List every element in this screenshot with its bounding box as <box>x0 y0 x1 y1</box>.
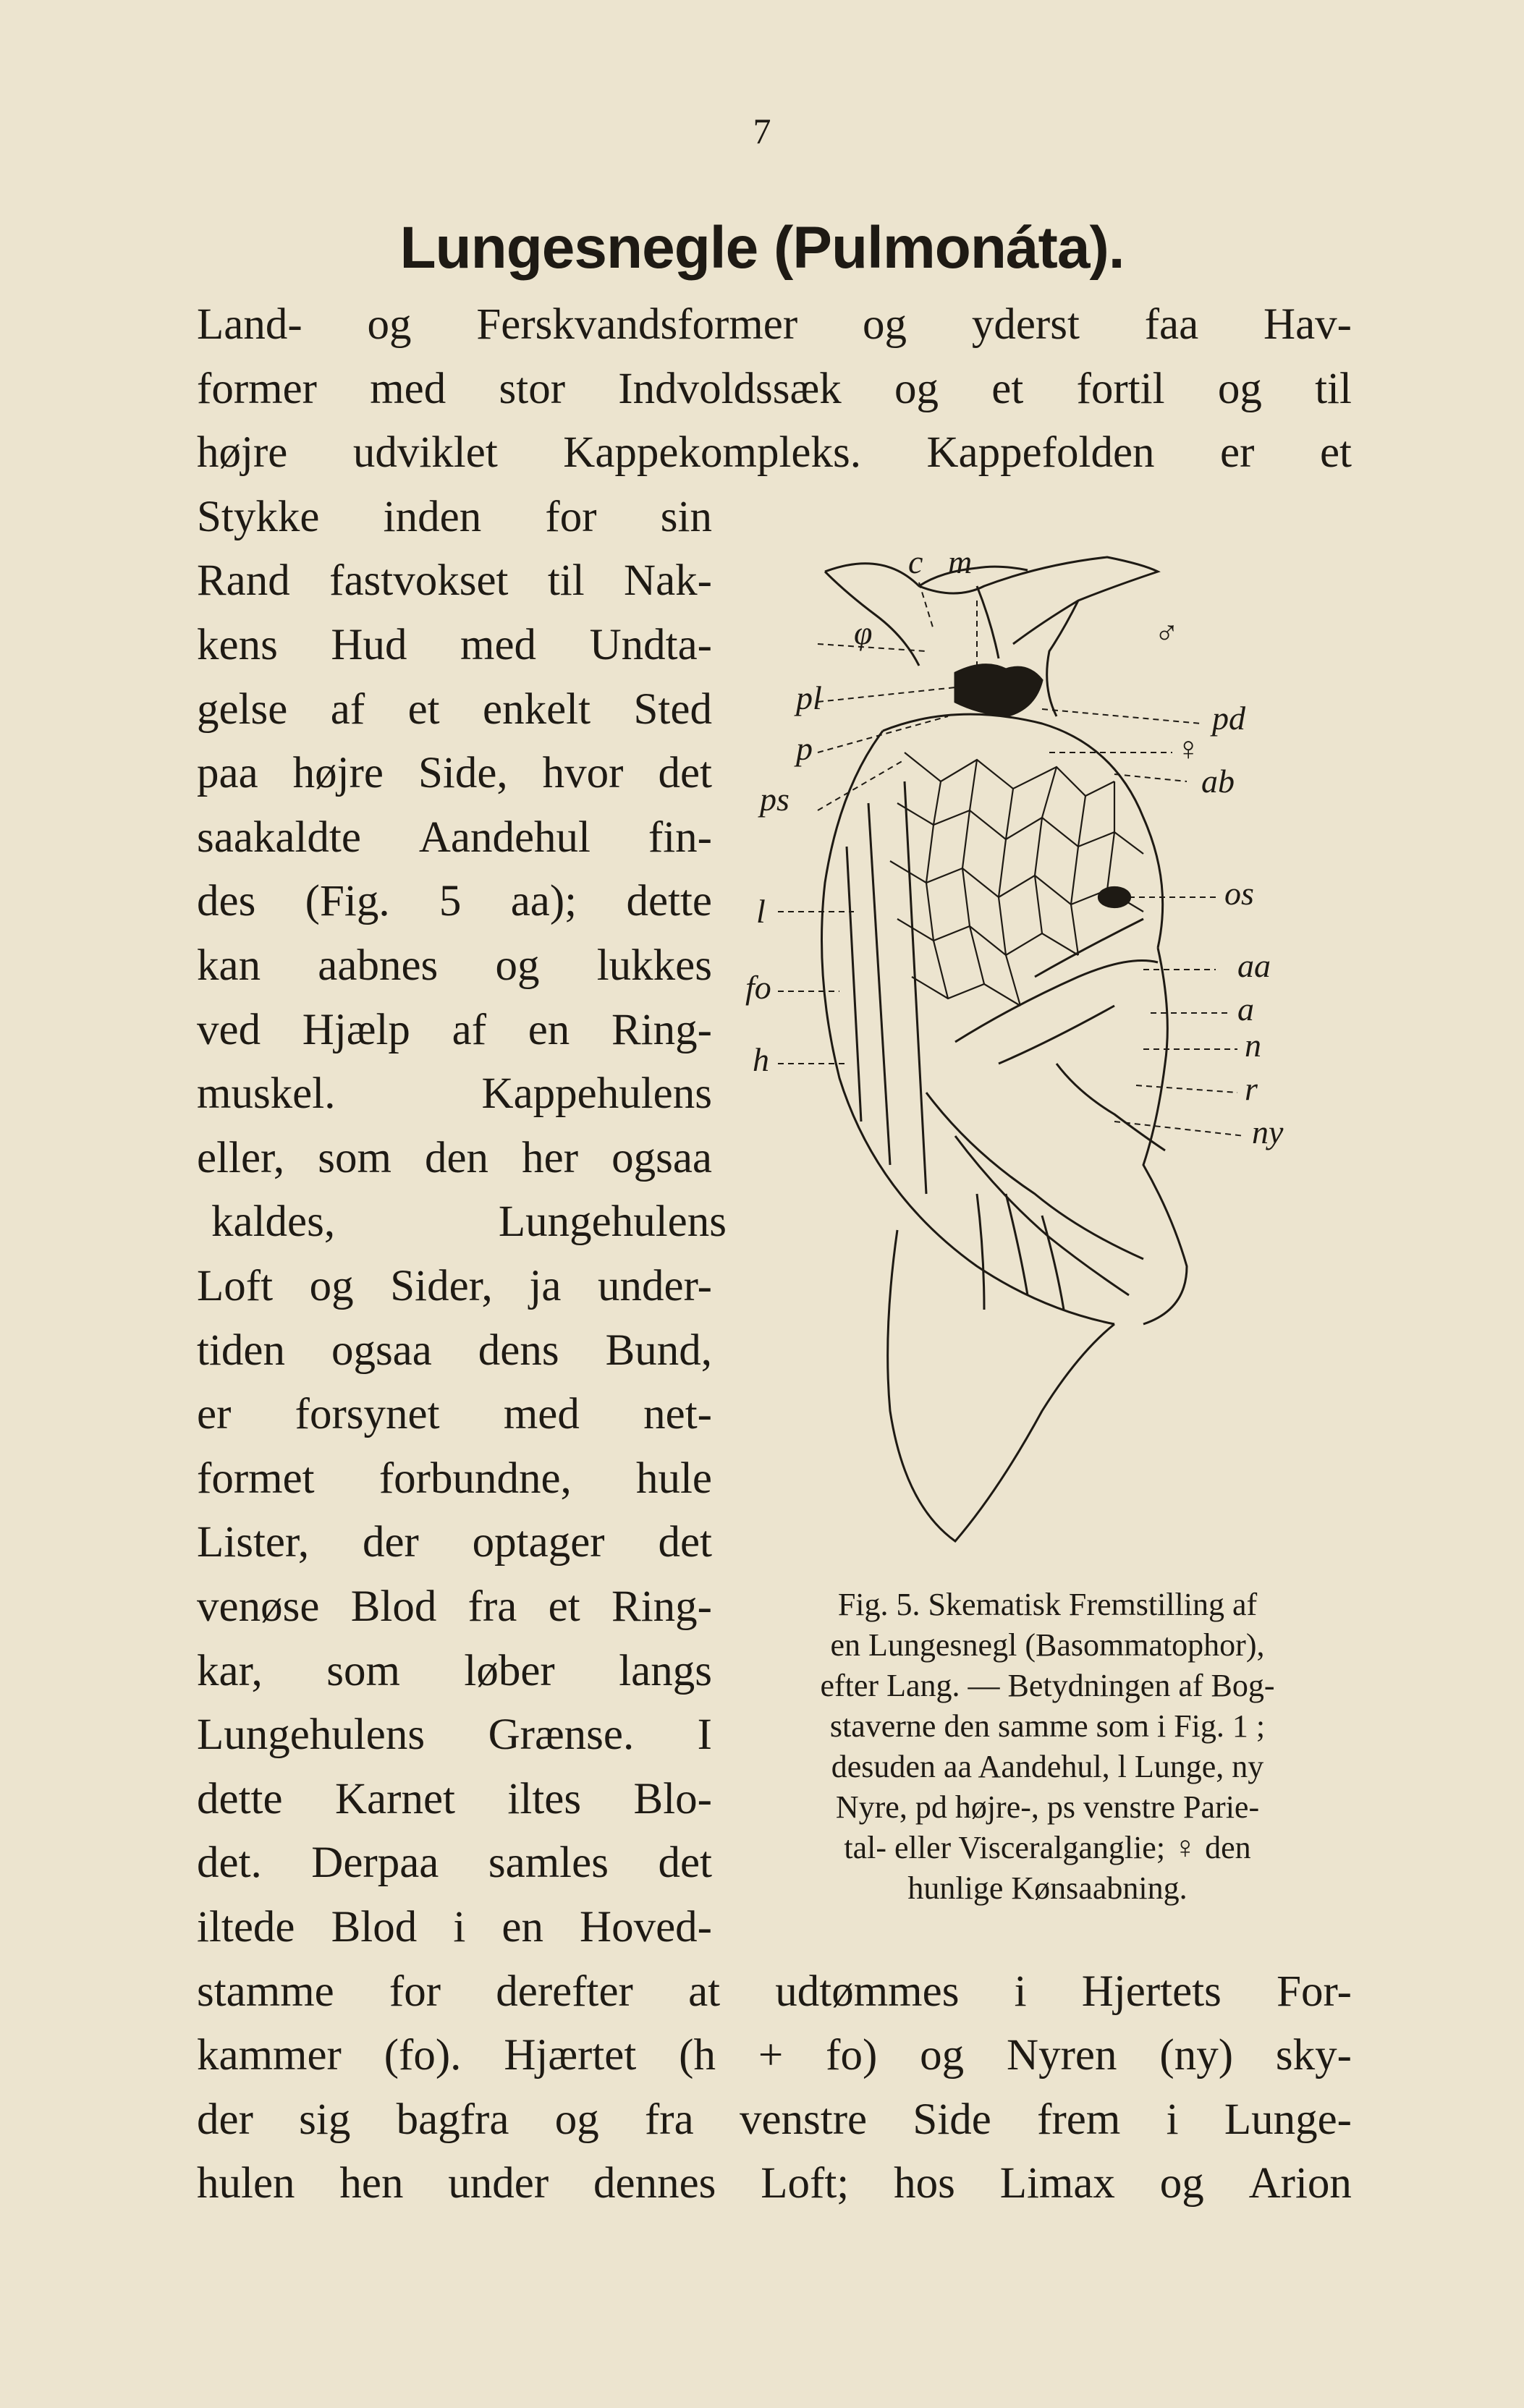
body-line: saakaldte Aandehul fin- <box>197 813 712 862</box>
body-line: Land- og Ferskvandsformer og yderst faa Hav- <box>197 300 1352 349</box>
body-line: er forsynet med net- <box>197 1390 712 1439</box>
label-os: os <box>1224 875 1254 912</box>
caption-line: staverne den samme som i Fig. 1 ; <box>829 1708 1266 1744</box>
body-line: tiden ogsaa dens Bund, <box>197 1326 712 1375</box>
body-line: hulen hen under dennes Loft; hos Limax og Arion <box>197 2159 1352 2208</box>
body-line: formet forbundne, hule <box>197 1454 712 1503</box>
caption-line: tal- eller Visceralganglie; ♀ den <box>844 1830 1251 1865</box>
body-line: dette Karnet iltes Blo- <box>197 1774 712 1823</box>
label-ny: ny <box>1252 1114 1284 1150</box>
body-line: højre udviklet Kappekompleks. Kappefolden er et <box>197 428 1352 478</box>
label-fo: fo <box>745 969 771 1006</box>
label-aa: aa <box>1237 947 1271 984</box>
body-line: Loft og Sider, ja under- <box>197 1262 712 1310</box>
body-line: kaldes, Lungehulens <box>211 1197 727 1247</box>
body-line: muskel. Kappehulens <box>197 1069 712 1119</box>
body-line: iltede Blod i en Hoved- <box>197 1903 712 1951</box>
label-c: c <box>908 543 923 580</box>
label-male: ♂ <box>1154 614 1180 651</box>
label-a: a <box>1237 991 1254 1027</box>
body-line: kens Hud med Undta- <box>197 621 712 669</box>
figure-caption <box>742 1585 1353 1909</box>
body-line: kar, som løber langs <box>197 1646 712 1695</box>
label-l: l <box>756 893 766 930</box>
label-m: m <box>948 543 973 580</box>
caption-line: en Lungesnegl (Basommatophor), <box>830 1627 1265 1663</box>
label-ab: ab <box>1201 763 1235 800</box>
label-female: ♀ <box>1176 730 1201 767</box>
caption-line: hunlige Kønsaabning. <box>907 1870 1188 1906</box>
page-number: 7 <box>753 111 771 151</box>
body-line: eller, som den her ogsaa <box>197 1133 712 1182</box>
label-p: p <box>796 730 813 767</box>
body-line: det. Derpaa samles det <box>197 1839 712 1888</box>
body-line: gelse af et enkelt Sted <box>197 684 712 734</box>
label-pl: pl <box>796 679 822 716</box>
caption-line: efter Lang. — Betydningen af Bog- <box>820 1668 1275 1703</box>
snail-anatomy-drawing <box>738 543 1360 1585</box>
body-line: stamme for derefter at udtømmes i Hjertets For- <box>197 1967 1352 2016</box>
body-line: Lungehulens Grænse. I <box>197 1710 712 1760</box>
body-line: der sig bagfra og fra venstre Side frem i Lunge- <box>197 2095 1352 2144</box>
caption-line: Fig. 5. Skematisk Fremstilling af <box>837 1587 1258 1622</box>
label-r: r <box>1245 1070 1258 1107</box>
label-h: h <box>753 1041 769 1078</box>
body-line: Lister, der optager det <box>197 1518 712 1567</box>
body-line: kan aabnes og lukkes <box>197 941 712 990</box>
body-line: former med stor Indvoldssæk og et fortil og til <box>197 364 1352 413</box>
body-line: venøse Blod fra et Ring- <box>197 1582 712 1631</box>
body-line: paa højre Side, hvor det <box>197 749 712 798</box>
body-line: Rand fastvokset til Nak- <box>197 556 712 606</box>
body-line: Stykke inden for sin <box>197 492 712 541</box>
label-n: n <box>1245 1027 1261 1064</box>
caption-line: Nyre, pd højre-, ps venstre Parie- <box>835 1789 1260 1825</box>
body-line: des (Fig. 5 aa); dette <box>197 877 712 926</box>
body-line: kammer (fo). Hjærtet (h + fo) og Nyren (ny) sky- <box>197 2031 1352 2080</box>
page-title: Lungesnegle (Pulmonáta). <box>399 215 1125 281</box>
caption-line: desuden aa Aandehul, l Lunge, ny <box>831 1749 1264 1784</box>
label-pd: pd <box>1212 700 1245 737</box>
label-ps: ps <box>760 781 789 818</box>
body-line: ved Hjælp af en Ring- <box>197 1005 712 1054</box>
label-phi: φ <box>854 614 873 651</box>
figure-5-snail-diagram <box>738 543 1360 1585</box>
